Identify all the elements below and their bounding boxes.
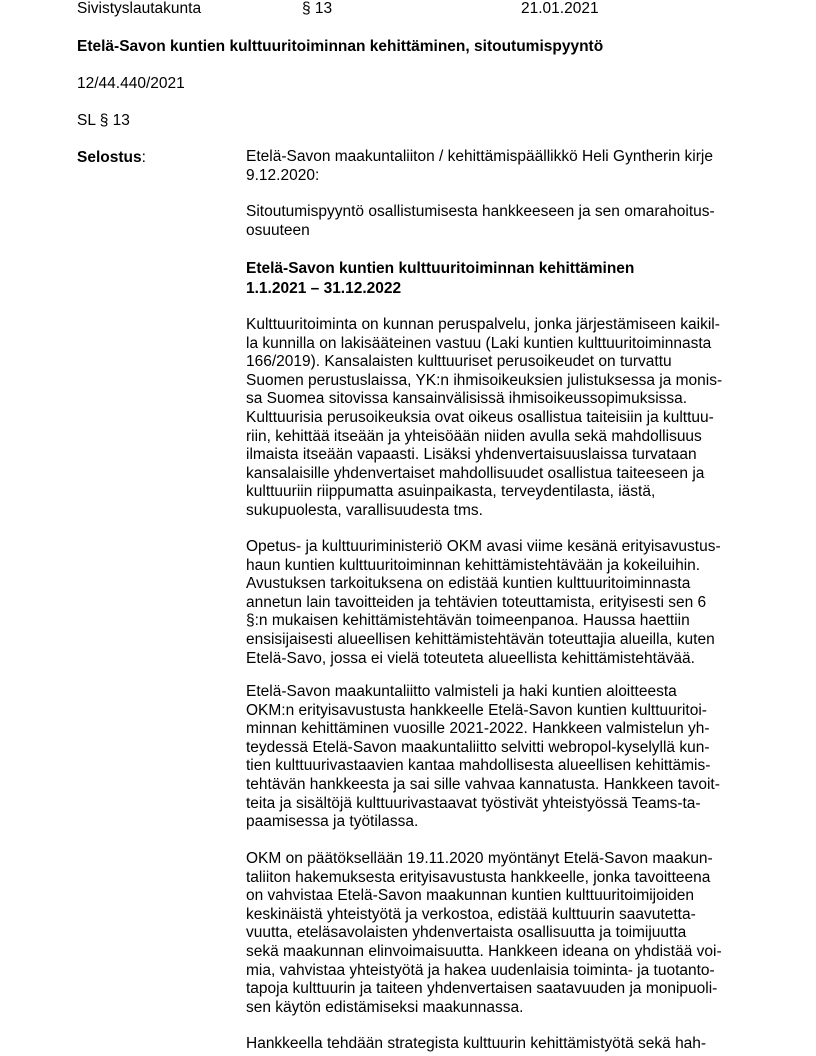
text-line: osuuteen [246,221,310,239]
text-line: sa Suomea sitovissa kansainvälisissä ihmisoikeussopimuksissa. [246,390,688,408]
paragraph [246,316,766,521]
text-line: Sitoutumispyyntö osallistumisesta hankkeeseen ja sen omarahoitus- [246,203,715,220]
text-line: kulttuuriin riippumatta asuinpaikasta, terveydentilasta, iästä, [246,483,656,501]
selostus-label-text: Selostus [77,149,142,166]
text-line: Hankkeella tehdään strategista kulttuurin kehittämistyötä sekä hah- [246,1035,707,1052]
text-line: Opetus- ja kulttuuriministeriö OKM avasi viime kesänä erityisavustus- [246,538,721,555]
text-line: ilmaista itseään vapaasti. Lisäksi yhdenvertaisuuslaissa turvataan [246,446,697,464]
minutes-section: SL § 13 [77,112,130,129]
text-line: on vahvistaa Etelä-Savon maakunnan kuntien kulttuuritoimijoiden [246,887,695,905]
paragraph [246,1035,766,1054]
text-line: minnan kehittäminen vuosille 2021-2022. Hankkeen valmistelun yh- [246,720,710,738]
text-line: kansalaisille yhdenvertaiset mahdollisuudet osallistua taiteeseen ja [246,464,705,482]
section-number: § 13 [302,0,333,17]
text-line: Etelä-Savon kuntien kulttuuritoiminnan kehittäminen [246,260,635,277]
text-line: Etelä-Savo, jossa ei vielä toteuteta alueellista kehittämistehtävää. [246,649,695,667]
text-line: riin, kehittää itseään ja yhteisöään niiden avulla sekä mahdollisuus [246,427,702,445]
text-line: mia, vahvistaa yhteistyötä ja hakea uudenlaisia toiminta- ja tuotanto- [246,961,715,979]
text-line: Etelä-Savon maakuntaliitto valmisteli ja haki kuntien aloitteesta [246,683,677,700]
text-line: §:n mukaisen kehittämistehtävän toimeenpanoa. Haussa haettiin [246,612,690,630]
text-line: ensisijaisesti alueellisen kehittämistehtävän toteuttajia alueilla, kuten [246,630,715,648]
meeting-date: 21.01.2021 [521,0,599,17]
text-line: 1.1.2021 – 31.12.2022 [246,279,402,297]
selostus-label [77,148,146,167]
text-line: Avustuksen tarkoituksena on edistää kuntien kulttuuritoiminnasta [246,575,691,593]
text-line: Kulttuuritoiminta on kunnan peruspalvelu, jonka järjestämiseen kaikil- [246,316,720,333]
text-line: tapoja kulttuurin ja taiteen yhdenvertaisen saatavuuden ja monipuoli- [246,980,718,998]
text-line: sukupuolesta, varallisuudesta tms. [246,501,483,519]
text-line: taliiton hakemuksesta erityisavustusta hankkeelle, jonka tavoitteena [246,868,711,886]
text-line: haun kuntien kulttuuritoiminnan kehittämistehtävään ja kokeiluihin. [246,556,701,574]
paragraph [246,538,766,668]
text-line: Kulttuurisia perusoikeuksia ovat oikeus osallistua taiteisiin ja kulttuu- [246,408,714,426]
paragraph [246,850,766,1017]
text-line: OKM:n erityisavustusta hankkeelle Etelä-Savon kuntien kulttuuritoi- [246,701,707,719]
subheading [246,259,766,298]
text-line: la kunnilla on lakisääteinen vastuu (Laki kuntien kulttuuritoiminnasta [246,334,712,352]
paragraph [246,683,766,832]
text-line: Etelä-Savon maakuntaliiton / kehittämispäällikkö Heli Gyntherin kirje [246,148,713,165]
text-line: 166/2019). Kansalaisten kulttuuriset perusoikeudet on turvattu [246,353,672,371]
committee-name: Sivistyslautakunta [77,0,202,17]
text-line: teydessä Etelä-Savon maakuntaliitto selvitti webropol-kyselyllä kun- [246,738,710,756]
text-line: tehtävän hankkeesta ja sai sille vahvaa kannatusta. Hankkeen tavoit- [246,775,720,793]
text-line: OKM on päätöksellään 19.11.2020 myöntänyt Etelä-Savon maakun- [246,850,713,867]
text-line: paamisessa ja työtilassa. [246,813,419,831]
selostus-label-colon: : [141,149,146,166]
text-line: Suomen perustuslaissa, YK:n ihmisoikeuksien julistuksessa ja monis- [246,371,723,389]
text-line: 9.12.2020: [246,166,320,184]
text-line: sekä maakunnan elinvoimaisuutta. Hankkeen ideana on yhdistää voi- [246,942,722,960]
document-title: Etelä-Savon kuntien kulttuuritoiminnan kehittäminen, sitoutumispyyntö [77,38,604,55]
text-line: annetun lain tavoitteiden ja tehtävien toteuttamista, erityisesti sen 6 [246,593,707,611]
reference-number: 12/44.440/2021 [77,75,185,92]
paragraph [246,203,766,240]
text-line: sen käytön edistämiseksi maakunnassa. [246,998,524,1016]
paragraph [246,148,766,185]
text-line: tien kulttuurivastaavien kantaa mahdollisesta alueellisen kehittämis- [246,757,711,775]
text-line: keskinäistä yhteistyötä ja verkostoa, edistää kulttuurin saavutetta- [246,905,696,923]
text-line: vuutta, eteläsavolaisten yhdenvertaista osallisuutta ja toimijuutta [246,924,687,942]
text-line: teita ja sisältöjä kulttuurivastaavat työstivät yhteistyössä Teams-ta- [246,794,701,812]
